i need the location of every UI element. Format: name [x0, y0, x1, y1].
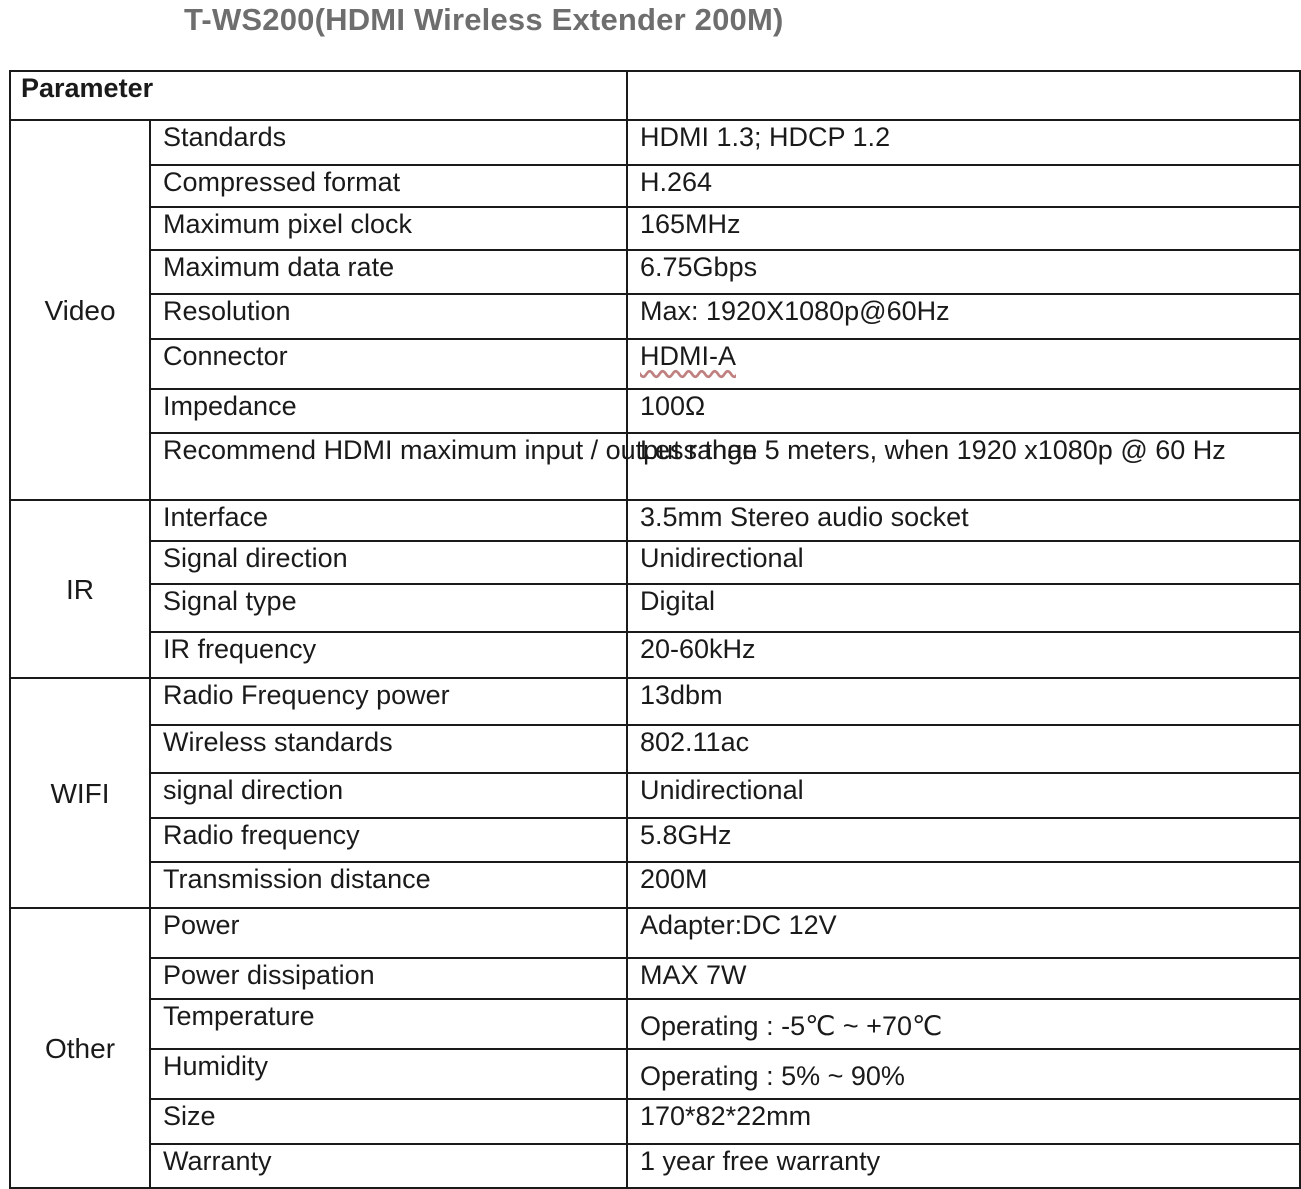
row-value: 165MHz	[627, 207, 1300, 250]
row-label: IR frequency	[150, 632, 627, 678]
table-row	[10, 541, 1300, 584]
table-row	[10, 389, 1300, 433]
row-value: Operating : -5℃ ~ +70℃	[627, 999, 1300, 1049]
row-value: HDMI-A	[627, 339, 1300, 389]
row-label: Humidity	[150, 1049, 627, 1099]
row-value: 802.11ac	[627, 725, 1300, 773]
row-label: Standards	[150, 120, 627, 165]
row-label: Recommend HDMI maximum input / output range	[150, 433, 627, 500]
group-label-wifi: WIFI	[10, 678, 150, 908]
table-row	[10, 339, 1300, 389]
row-label: Maximum pixel clock	[150, 207, 627, 250]
value-header	[627, 71, 1300, 120]
row-label: Power dissipation	[150, 958, 627, 999]
parameter-header: Parameter	[10, 71, 627, 120]
row-value: Unidirectional	[627, 541, 1300, 584]
table-row	[10, 908, 1300, 958]
document-title: T-WS200(HDMI Wireless Extender 200M)	[184, 2, 784, 37]
row-label: Compressed format	[150, 165, 627, 207]
spec-table	[9, 70, 1301, 1189]
group-label-ir: IR	[10, 500, 150, 678]
table-row	[10, 294, 1300, 339]
table-row	[10, 818, 1300, 862]
row-value: 13dbm	[627, 678, 1300, 725]
table-row	[10, 500, 1300, 541]
row-value: 170*82*22mm	[627, 1099, 1300, 1144]
row-label: Warranty	[150, 1144, 627, 1188]
table-row	[10, 773, 1300, 818]
row-label: Transmission distance	[150, 862, 627, 908]
row-value: Digital	[627, 584, 1300, 632]
row-value: 5.8GHz	[627, 818, 1300, 862]
row-label: Interface	[150, 500, 627, 541]
row-value: 3.5mm Stereo audio socket	[627, 500, 1300, 541]
table-row	[10, 1144, 1300, 1188]
table-row	[10, 433, 1300, 500]
row-label: signal direction	[150, 773, 627, 818]
row-label: Power	[150, 908, 627, 958]
table-header-row	[10, 71, 1300, 120]
table-row	[10, 250, 1300, 294]
table-row	[10, 725, 1300, 773]
row-value: Unidirectional	[627, 773, 1300, 818]
row-value: 100Ω	[627, 389, 1300, 433]
row-value: Max: 1920X1080p@60Hz	[627, 294, 1300, 339]
row-label: Radio frequency	[150, 818, 627, 862]
table-row	[10, 1099, 1300, 1144]
row-value: H.264	[627, 165, 1300, 207]
row-value: 200M	[627, 862, 1300, 908]
row-value: Less than 5 meters, when 1920 x1080p @ 60 Hz	[627, 433, 1300, 500]
table-row	[10, 165, 1300, 207]
row-value: 1 year free warranty	[627, 1144, 1300, 1188]
row-label: Signal direction	[150, 541, 627, 584]
row-value: Operating : 5% ~ 90%	[627, 1049, 1300, 1099]
table-row	[10, 632, 1300, 678]
row-label: Wireless standards	[150, 725, 627, 773]
row-value: HDMI 1.3; HDCP 1.2	[627, 120, 1300, 165]
row-label: Signal type	[150, 584, 627, 632]
table-row	[10, 958, 1300, 999]
row-label: Impedance	[150, 389, 627, 433]
table-row	[10, 678, 1300, 725]
table-row	[10, 584, 1300, 632]
table-row	[10, 120, 1300, 165]
table-row	[10, 1049, 1300, 1099]
row-label: Radio Frequency power	[150, 678, 627, 725]
table-row	[10, 862, 1300, 908]
row-label: Size	[150, 1099, 627, 1144]
group-label-video: Video	[10, 120, 150, 500]
row-value: Adapter:DC 12V	[627, 908, 1300, 958]
row-value: MAX 7W	[627, 958, 1300, 999]
table-row	[10, 999, 1300, 1049]
table-row	[10, 207, 1300, 250]
row-label: Connector	[150, 339, 627, 389]
group-label-other: Other	[10, 908, 150, 1188]
row-value: 6.75Gbps	[627, 250, 1300, 294]
row-label: Maximum data rate	[150, 250, 627, 294]
row-value: 20-60kHz	[627, 632, 1300, 678]
row-label: Resolution	[150, 294, 627, 339]
row-label: Temperature	[150, 999, 627, 1049]
